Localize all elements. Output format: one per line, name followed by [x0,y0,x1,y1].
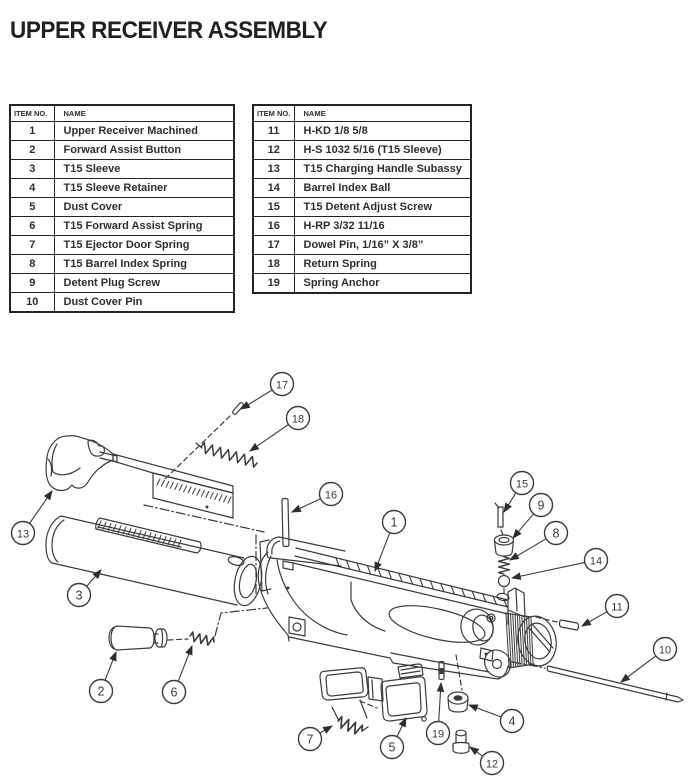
callout-leader [470,747,483,756]
part-name-cell: T15 Sleeve [54,160,234,179]
callout-11 [582,595,629,627]
axis-line [144,505,264,532]
part-name-cell: Dust Cover Pin [54,293,234,313]
part-name-cell: Dowel Pin, 1/16” X 3/8” [294,236,471,255]
callout-4 [469,705,524,733]
part-name-cell: Return Spring [294,255,471,274]
callout-leader [397,718,406,737]
callout-leader [178,646,192,681]
col-header-name: NAME [54,105,234,122]
return-spring-coil [201,443,257,467]
dust-cover-pin-part [547,666,683,702]
part-name-cell: T15 Barrel Index Spring [54,255,234,274]
callout-number: 4 [508,714,516,729]
callout-18 [250,407,310,452]
callout-3 [68,570,102,607]
leader-dash [168,639,188,640]
part-name-cell: T15 Charging Handle Subassy [294,160,471,179]
item-no-cell: 16 [253,217,294,236]
callout-number: 5 [388,740,396,755]
callout-leader [320,726,332,733]
forward-assist-button-part [109,626,167,650]
item-no-cell: 9 [10,274,54,293]
callout-leader [582,612,607,626]
callout-leader [504,493,516,512]
item-no-cell: 11 [253,122,294,141]
callout-7 [299,726,333,751]
item-no-cell: 13 [253,160,294,179]
callout-14 [512,549,608,579]
dowel-pin-part [165,403,243,479]
item-no-cell: 5 [10,198,54,217]
callout-number: 19 [431,728,445,741]
item-no-cell: 4 [10,179,54,198]
callout-leader [250,425,289,452]
kd-pin-part [560,620,579,630]
part-name-cell: T15 Forward Assist Spring [54,217,234,236]
callout-13 [12,491,53,545]
spring-anchor-part [439,662,444,680]
callout-16 [292,483,343,513]
callout-number: 10 [658,644,672,657]
callout-number: 3 [75,588,83,603]
item-no-cell: 12 [253,141,294,160]
part-name-cell: H-S 1032 5/16 (T15 Sleeve) [294,141,471,160]
callout-19 [427,683,450,745]
callout-2 [90,652,117,703]
sleeve-screw-part [453,730,469,753]
item-no-cell: 3 [10,160,54,179]
callout-leader [375,533,390,571]
callout-1 [375,511,406,572]
callout-number: 13 [16,528,30,541]
callout-number: 9 [537,498,545,513]
callout-number: 16 [324,489,338,502]
item-no-cell: 1 [10,122,54,141]
item-no-cell: 14 [253,179,294,198]
callout-6 [163,646,193,704]
part-name-cell: H-RP 3/32 11/16 [294,217,471,236]
item-no-cell: 6 [10,217,54,236]
callout-leader [513,514,534,538]
item-no-cell: 2 [10,141,54,160]
callout-number: 15 [515,478,529,491]
callout-number: 18 [291,413,305,426]
item-no-cell: 17 [253,236,294,255]
part-name-cell: Spring Anchor [294,274,471,294]
callout-leader [621,656,656,682]
axis-line [215,608,267,636]
callout-leader [105,652,116,680]
item-no-cell: 8 [10,255,54,274]
callout-leader [241,390,272,409]
callout-number: 17 [275,379,289,392]
callout-17 [241,373,294,410]
page-title: UPPER RECEIVER ASSEMBLY [10,17,328,44]
part-name-cell: Dust Cover [54,198,234,217]
forward-assist-spring-coil [190,632,214,645]
part-name-cell: Upper Receiver Machined [54,122,234,141]
part-name-cell: T15 Ejector Door Spring [54,236,234,255]
part-name-cell: T15 Detent Adjust Screw [294,198,471,217]
part-name-cell: Detent Plug Screw [54,274,234,293]
part-name-cell: T15 Sleeve Retainer [54,179,234,198]
item-no-cell: 15 [253,198,294,217]
part-name-cell: H-KD 1/8 5/8 [294,122,471,141]
col-header-item-no: ITEM NO. [10,105,54,122]
callout-12 [470,747,504,775]
ejector-door-spring-coil [338,717,362,734]
callout-leader [439,683,441,722]
callout-number: 1 [390,515,398,530]
rail-teeth [336,558,507,607]
item-no-cell: 7 [10,236,54,255]
item-no-cell: 19 [253,274,294,294]
callout-leader [510,539,546,560]
col-header-name: NAME [294,105,471,122]
callout-number: 14 [589,555,603,568]
item-no-cell: 18 [253,255,294,274]
callout-number: 2 [97,684,105,699]
callout-number: 8 [552,526,560,541]
callout-number: 11 [611,601,623,614]
callout-number: 12 [485,758,499,771]
detent-stack-parts [495,503,514,593]
callout-leader [469,705,501,717]
diagram-callouts [12,373,677,775]
part-name-cell: Forward Assist Button [54,141,234,160]
callout-8 [510,522,568,561]
callout-leader [292,499,321,512]
col-header-item-no: ITEM NO. [253,105,294,122]
callout-10 [621,638,677,683]
callout-number: 7 [306,732,314,747]
barrel-index-spring-coil [499,557,510,574]
sleeve-retainer-part [448,692,468,712]
callout-5 [381,718,407,759]
callout-leader [30,491,53,524]
dust-cover-part [320,664,427,721]
part-name-cell: Barrel Index Ball [294,179,471,198]
callout-number: 6 [170,685,178,700]
callout-leader [512,562,585,578]
item-no-cell: 10 [10,293,54,313]
